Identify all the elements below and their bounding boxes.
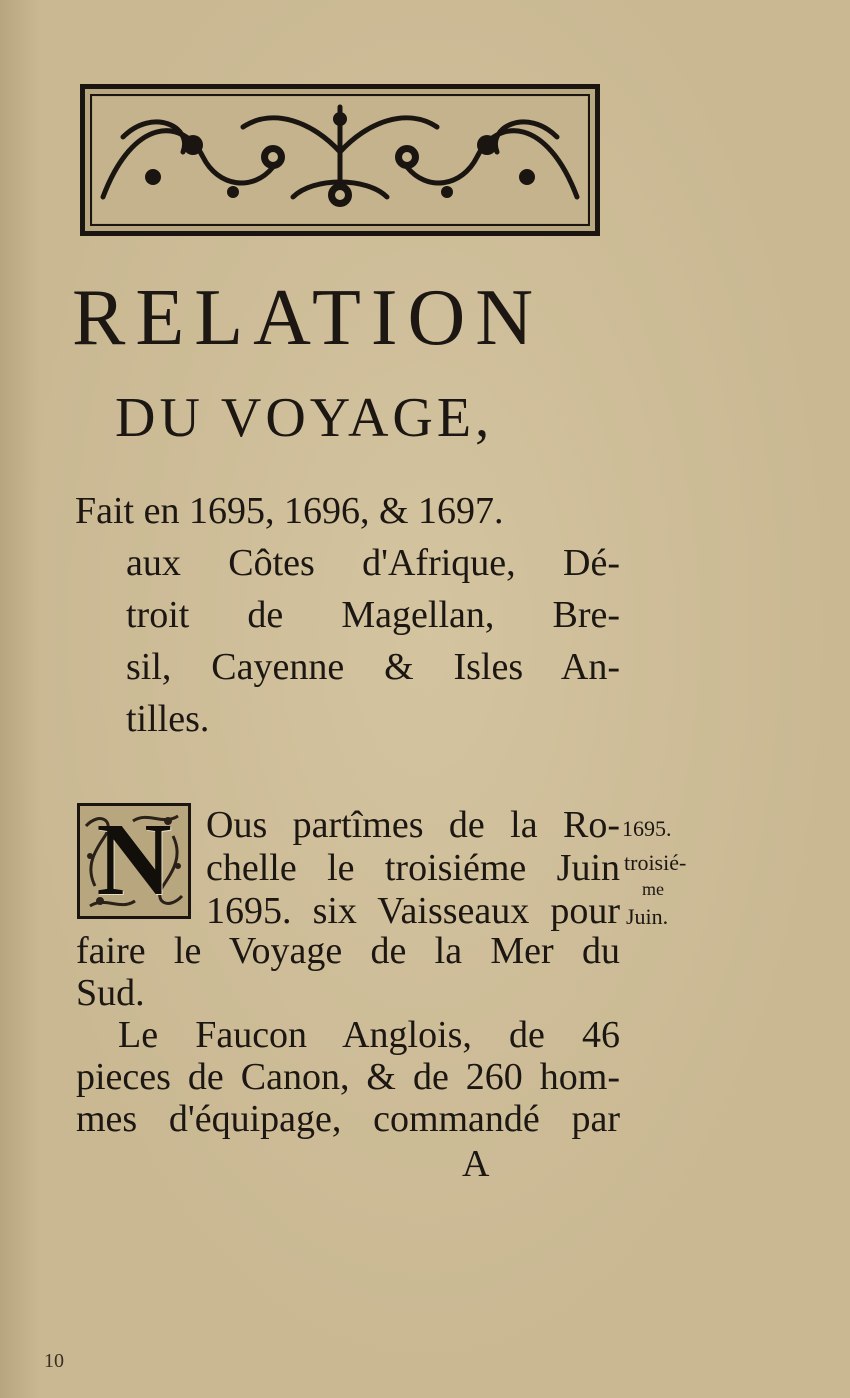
intro-line: Fait en 1695, 1696, & 1697. [75,490,504,532]
margin-note-line: troisié- [624,850,687,875]
floral-ornament-icon [93,97,587,223]
body-line: faire le Voyage de la Mer du [76,930,620,972]
drop-cap-letter: N [96,802,172,917]
ornamental-headpiece [80,84,600,236]
intro-line: aux Côtes d'Afrique, Dé- [126,542,620,584]
body-line: pieces de Canon, & de 260 hom- [76,1056,620,1098]
intro-line: troit de Magellan, Bre- [126,594,620,636]
body-line: mes d'équipage, commandé par [76,1098,620,1140]
page-subtitle: DU VOYAGE, [115,387,494,449]
body-line: 1695. six Vaisseaux pour [206,890,620,932]
margin-note-year: 1695. [622,816,672,841]
drop-cap [77,803,191,919]
margin-note-line: Juin. [626,904,669,929]
signature-mark: A [462,1143,490,1185]
body-line: Sud. [76,972,145,1014]
pencil-page-mark: 10 [44,1350,64,1372]
margin-note-line: me [642,879,664,899]
body-line: chelle le troisiéme Juin [206,847,620,889]
page-title: RELATION [72,274,544,362]
intro-line: tilles. [126,698,210,740]
intro-line: sil, Cayenne & Isles An- [126,646,620,688]
body-line: Le Faucon Anglois, de 46 [118,1014,620,1056]
body-line: Ous partîmes de la Ro- [206,804,620,846]
